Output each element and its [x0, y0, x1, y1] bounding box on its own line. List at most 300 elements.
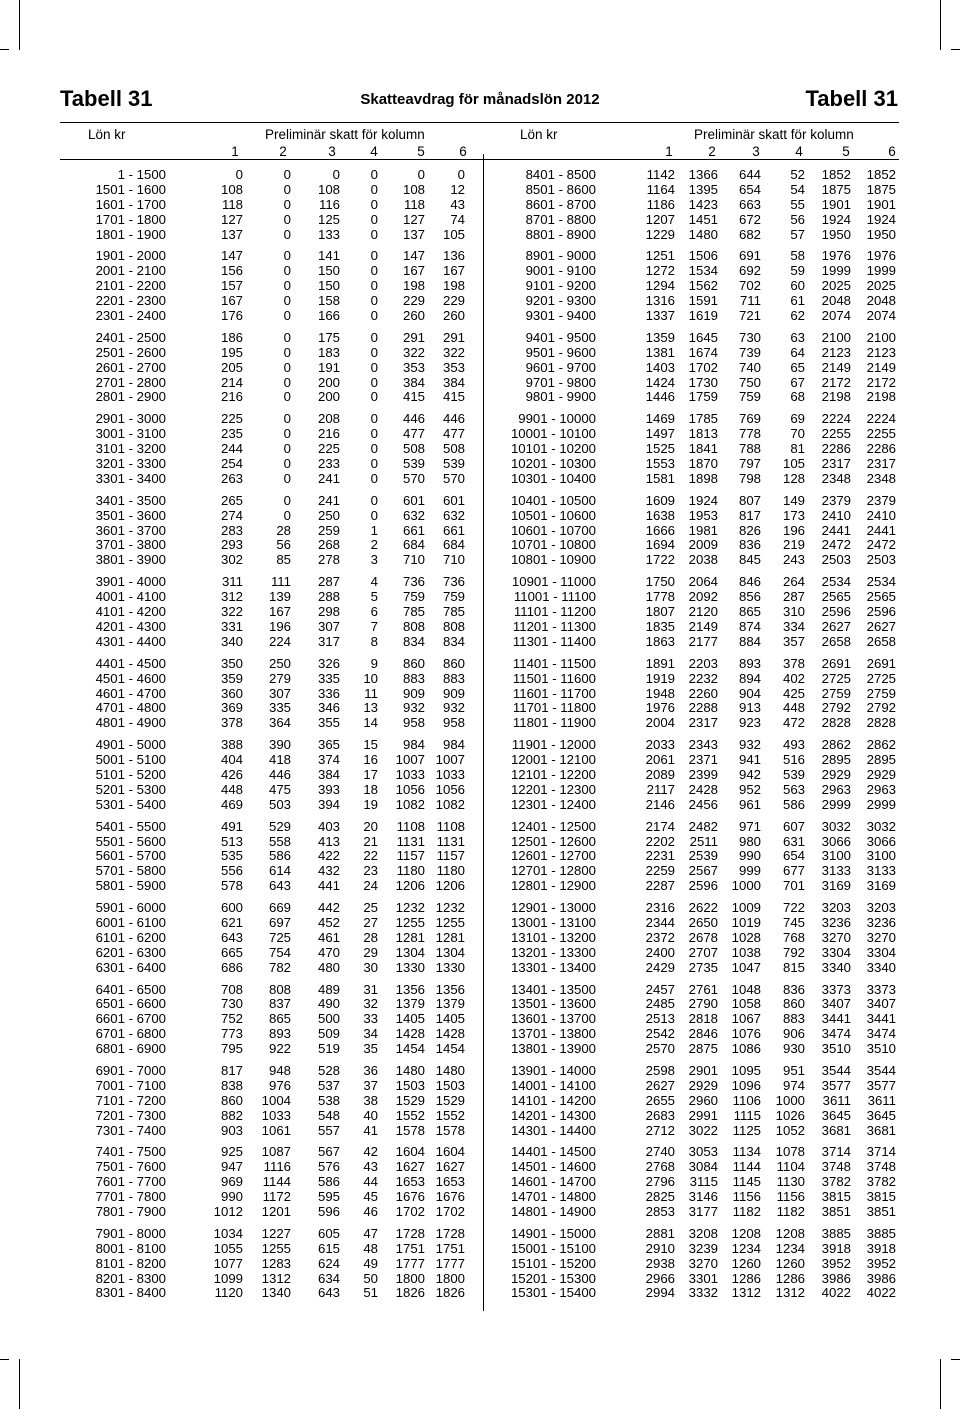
tax-value-col-3: 865	[738, 604, 761, 620]
tax-value-col-1: 2994	[645, 1285, 675, 1301]
tax-value-col-4: 13	[363, 700, 378, 716]
tax-value-col-5: 260	[402, 308, 425, 324]
tax-value-col-3: 990	[738, 848, 761, 864]
table-row	[60, 672, 481, 687]
salary-range: 10301 - 10400	[510, 470, 596, 486]
salary-range: 6801 - 6900	[95, 1041, 166, 1057]
tax-value-col-4: 51	[363, 1285, 378, 1301]
tax-value-col-3: 1067	[731, 1011, 761, 1027]
row-group	[478, 168, 899, 242]
table-row	[60, 931, 481, 946]
tax-value-col-1: 643	[220, 929, 243, 945]
tax-value-col-5: 477	[402, 426, 425, 442]
tax-value-col-3: 0	[332, 167, 340, 182]
tax-value-col-3: 1095	[731, 1062, 761, 1078]
tax-value-col-5: 2565	[821, 589, 851, 605]
tax-value-col-1: 2316	[645, 900, 675, 916]
tax-value-col-1: 1381	[645, 344, 675, 360]
table-row	[478, 213, 899, 228]
tax-value-col-3: 461	[317, 929, 340, 945]
table-row	[60, 309, 481, 324]
row-group	[60, 901, 481, 975]
salary-range: 7401 - 7500	[95, 1144, 166, 1160]
tax-value-col-1: 2881	[645, 1225, 675, 1241]
table-header	[478, 123, 899, 159]
tax-value-col-5: 3714	[821, 1144, 851, 1160]
tax-value-col-1: 730	[220, 996, 243, 1012]
tax-value-col-2: 1061	[261, 1122, 291, 1138]
tax-value-col-3: 432	[317, 863, 340, 879]
tax-value-col-3: 241	[317, 470, 340, 486]
salary-range: 4101 - 4200	[95, 604, 166, 620]
tax-value-col-4: 48	[363, 1240, 378, 1256]
salary-range: 14501 - 14600	[510, 1159, 596, 1175]
tax-value-col-2: 3270	[688, 1255, 718, 1271]
tax-value-col-3: 672	[738, 211, 761, 227]
tax-value-col-5: 785	[402, 604, 425, 620]
tax-value-col-5: 1281	[395, 929, 425, 945]
tax-value-col-4: 173	[782, 507, 805, 523]
tax-value-col-3: 326	[317, 655, 340, 671]
tax-value-col-2: 1172	[262, 1189, 291, 1205]
tax-value-col-6: 3236	[866, 914, 896, 930]
salary-range: 11401 - 11500	[512, 655, 596, 671]
tax-value-col-4: 23	[363, 863, 378, 879]
tax-value-col-3: 721	[738, 308, 761, 324]
tax-value-col-1: 2061	[645, 752, 675, 768]
tax-value-col-3: 394	[317, 796, 340, 812]
tax-value-col-2: 1619	[688, 308, 718, 324]
tax-value-col-3: 739	[738, 344, 761, 360]
tax-value-col-5: 1180	[396, 863, 425, 879]
tax-value-col-4: 81	[790, 441, 805, 457]
tax-value-col-6: 260	[442, 308, 465, 324]
salary-range: 2301 - 2400	[95, 308, 166, 324]
tax-value-col-1: 1077	[213, 1255, 243, 1271]
tax-value-col-4: 2	[370, 537, 378, 553]
tax-value-col-5: 0	[417, 167, 425, 182]
tax-value-col-2: 2818	[688, 1011, 718, 1027]
tax-value-col-2: 167	[268, 604, 291, 620]
tax-value-col-4: 0	[370, 344, 378, 360]
tax-value-col-2: 3332	[688, 1285, 718, 1301]
tax-value-col-1: 1694	[645, 537, 675, 553]
tax-value-col-4: 243	[782, 552, 805, 568]
salary-range: 3301 - 3400	[95, 470, 166, 486]
table-row	[60, 1042, 481, 1057]
tax-value-col-5: 3986	[821, 1270, 851, 1286]
tax-value-col-3: 287	[317, 574, 340, 590]
tax-value-col-2: 0	[283, 226, 291, 242]
table-row	[60, 331, 481, 346]
salary-range: 4601 - 4700	[95, 685, 166, 701]
tax-value-col-2: 1480	[688, 226, 718, 242]
salary-range: 13501 - 13600	[510, 996, 596, 1012]
tax-value-col-1: 186	[220, 329, 243, 345]
tax-value-col-1: 925	[220, 1144, 243, 1160]
tax-value-col-3: 548	[317, 1107, 340, 1123]
tax-value-col-6: 2862	[866, 737, 896, 753]
tax-value-col-3: 470	[317, 944, 340, 960]
tax-value-col-4: 1156	[776, 1189, 805, 1205]
tax-value-col-5: 198	[402, 278, 425, 294]
tax-value-col-1: 1446	[645, 389, 675, 405]
tax-value-col-6: 1405	[435, 1011, 465, 1027]
tax-value-col-3: 1125	[732, 1122, 761, 1138]
tax-value-col-2: 0	[283, 344, 291, 360]
tax-value-col-5: 1552	[395, 1107, 425, 1123]
tax-value-col-3: 1106	[732, 1092, 761, 1108]
table-row	[478, 575, 899, 590]
tax-value-col-4: 930	[782, 1041, 805, 1057]
table-row	[478, 1286, 899, 1301]
tax-value-col-4: 38	[363, 1092, 378, 1108]
tax-value-col-2: 3208	[688, 1225, 718, 1241]
tax-value-col-6: 1157	[436, 848, 465, 864]
tax-value-col-5: 2596	[821, 604, 851, 620]
tax-value-col-4: 49	[363, 1255, 378, 1271]
tax-value-col-3: 166	[317, 308, 340, 324]
salary-range: 7101 - 7200	[95, 1092, 166, 1108]
tax-value-col-6: 2596	[866, 604, 896, 620]
row-group	[478, 1064, 899, 1138]
table-row	[478, 820, 899, 835]
tax-value-col-1: 1581	[645, 470, 675, 486]
tax-value-col-2: 1255	[261, 1240, 291, 1256]
tax-value-col-4: 56	[790, 211, 805, 227]
tax-value-col-2: 1506	[688, 248, 718, 264]
table-row	[478, 1175, 899, 1190]
tax-value-col-3: 150	[317, 263, 340, 279]
table-row	[478, 509, 899, 524]
tax-value-col-1: 127	[220, 211, 243, 227]
tax-value-col-5: 1007	[395, 752, 425, 768]
salary-range: 15201 - 15300	[510, 1270, 596, 1286]
crop-mark	[951, 1359, 960, 1360]
tax-value-col-4: 45	[363, 1189, 378, 1205]
tax-value-col-5: 1653	[395, 1174, 425, 1190]
header-col-4: 4	[370, 144, 378, 159]
tax-value-col-4: 31	[363, 981, 378, 997]
tax-value-col-4: 607	[782, 818, 805, 834]
header-prelim: Preliminär skatt för kolumn	[265, 127, 425, 142]
table-row	[478, 412, 899, 427]
salary-range: 9101 - 9200	[525, 278, 596, 294]
salary-range: 12401 - 12500	[510, 818, 596, 834]
table-row	[478, 657, 899, 672]
tax-value-col-4: 1104	[776, 1159, 805, 1175]
tax-value-col-5: 2379	[821, 492, 851, 508]
table-row	[478, 1190, 899, 1205]
tax-value-col-6: 1304	[435, 944, 465, 960]
tax-value-col-1: 388	[220, 737, 243, 753]
tax-value-col-5: 958	[402, 715, 425, 731]
salary-range: 9401 - 9500	[525, 329, 596, 345]
tax-value-col-4: 30	[363, 959, 378, 975]
tax-value-col-5: 167	[402, 263, 425, 279]
tax-value-col-4: 59	[790, 263, 805, 279]
tax-table-left	[60, 122, 481, 1301]
salary-range: 9601 - 9700	[525, 359, 596, 375]
tax-value-col-6: 2792	[866, 700, 896, 716]
tax-value-col-6: 1728	[435, 1225, 465, 1241]
tax-value-col-2: 3022	[688, 1122, 718, 1138]
tax-value-col-3: 691	[738, 248, 761, 264]
tax-value-col-6: 1281	[435, 929, 465, 945]
table-row	[60, 1094, 481, 1109]
tax-value-col-2: 0	[283, 167, 291, 182]
salary-range: 1801 - 1900	[95, 226, 166, 242]
tax-value-col-5: 684	[402, 537, 425, 553]
tax-value-col-3: 643	[317, 1285, 340, 1301]
tax-value-col-6: 1180	[436, 863, 465, 879]
tax-value-col-6: 3645	[866, 1107, 896, 1123]
tax-value-col-3: 711	[739, 293, 761, 309]
salary-range: 1701 - 1800	[95, 211, 166, 227]
tax-value-col-3: 1048	[731, 981, 761, 997]
tax-value-col-6: 808	[442, 618, 465, 634]
tax-value-col-6: 74	[450, 211, 465, 227]
salary-range: 6901 - 7000	[95, 1062, 166, 1078]
tax-value-col-5: 1056	[395, 781, 425, 797]
tax-value-col-3: 141	[317, 248, 340, 264]
table-row	[60, 494, 481, 509]
table-row	[60, 509, 481, 524]
tax-value-col-4: 57	[790, 226, 805, 242]
tax-value-col-6: 1653	[435, 1174, 465, 1190]
tax-value-col-6: 291	[442, 329, 465, 345]
row-group	[60, 1227, 481, 1301]
tax-value-col-1: 2033	[645, 737, 675, 753]
tax-value-col-2: 1340	[261, 1285, 291, 1301]
salary-range: 7601 - 7700	[95, 1174, 166, 1190]
tax-value-col-2: 2482	[688, 818, 718, 834]
tax-value-col-1: 600	[220, 900, 243, 916]
tax-value-col-3: 374	[317, 752, 340, 768]
table-row	[60, 427, 481, 442]
table-row	[60, 916, 481, 931]
tax-value-col-3: 913	[738, 700, 761, 716]
tax-value-col-2: 390	[268, 737, 291, 753]
tax-value-col-6: 2410	[866, 507, 896, 523]
tax-value-col-1: 2655	[645, 1092, 675, 1108]
tax-value-col-5: 3577	[821, 1077, 851, 1093]
tax-value-col-5: 2317	[821, 456, 851, 472]
salary-range: 14901 - 15000	[510, 1225, 596, 1241]
tax-value-col-3: 596	[317, 1204, 340, 1219]
tax-value-col-5: 508	[402, 441, 425, 457]
tax-value-col-5: 1702	[395, 1204, 425, 1219]
tax-value-col-1: 1272	[645, 263, 675, 279]
row-group	[478, 575, 899, 649]
tax-value-col-1: 665	[220, 944, 243, 960]
tax-value-col-3: 355	[317, 715, 340, 731]
tax-value-col-3: 1019	[731, 914, 761, 930]
tax-value-col-5: 1676	[395, 1189, 425, 1205]
tax-value-col-3: 797	[738, 456, 761, 472]
tax-value-col-3: 952	[738, 781, 761, 797]
salary-range: 6001 - 6100	[95, 914, 166, 930]
tax-value-col-3: 874	[738, 618, 761, 634]
salary-range: 2701 - 2800	[95, 374, 166, 390]
tax-value-col-6: 1976	[866, 248, 896, 264]
tax-value-col-5: 984	[402, 737, 425, 753]
row-group	[60, 168, 481, 242]
salary-range: 2801 - 2900	[95, 389, 166, 405]
table-row	[60, 635, 481, 650]
tax-value-col-6: 1826	[435, 1285, 465, 1301]
tax-value-col-3: 845	[738, 552, 761, 568]
salary-range: 13901 - 14000	[510, 1062, 596, 1078]
tax-value-col-3: 567	[317, 1144, 340, 1160]
salary-range: 4001 - 4100	[95, 589, 166, 605]
salary-range: 10501 - 10600	[510, 507, 596, 523]
salary-range: 4301 - 4400	[95, 633, 166, 649]
tax-value-col-6: 834	[442, 633, 465, 649]
tax-value-col-6: 601	[442, 492, 465, 508]
tax-value-col-6: 1232	[435, 900, 465, 916]
tax-value-col-5: 1826	[395, 1285, 425, 1301]
tax-value-col-1: 2485	[645, 996, 675, 1012]
salary-range: 11901 - 12000	[511, 737, 596, 753]
tax-value-col-5: 2286	[821, 441, 851, 457]
tax-value-col-1: 378	[220, 715, 243, 731]
table-row	[478, 1257, 899, 1272]
tax-value-col-4: 58	[790, 248, 805, 264]
tax-value-col-4: 974	[782, 1077, 805, 1093]
salary-range: 8701 - 8800	[525, 211, 596, 227]
tax-value-col-2: 1004	[261, 1092, 291, 1108]
table-row	[478, 835, 899, 850]
tax-value-col-3: 1156	[732, 1189, 761, 1205]
tax-value-col-2: 558	[268, 833, 291, 849]
tax-value-col-6: 2963	[866, 781, 896, 797]
table-row	[478, 672, 899, 687]
tax-value-col-1: 2231	[645, 848, 675, 864]
tax-value-col-5: 1356	[395, 981, 425, 997]
tax-value-col-5: 1157	[396, 848, 425, 864]
tax-value-col-6: 3714	[866, 1144, 896, 1160]
tax-value-col-4: 68	[790, 389, 805, 405]
tax-value-col-2: 1451	[688, 211, 718, 227]
tax-value-col-4: 1078	[775, 1144, 805, 1160]
tax-value-col-3: 490	[317, 996, 340, 1012]
tax-value-col-5: 2100	[821, 329, 851, 345]
tax-value-col-2: 503	[268, 796, 291, 812]
table-row	[60, 1109, 481, 1124]
tax-value-col-5: 2048	[821, 293, 851, 309]
tax-value-col-4: 768	[782, 929, 805, 945]
tax-value-col-1: 1186	[646, 196, 675, 212]
salary-range: 9201 - 9300	[525, 293, 596, 309]
tax-value-col-1: 2287	[645, 878, 675, 894]
table-row	[60, 168, 481, 183]
tax-value-col-5: 3645	[821, 1107, 851, 1123]
tax-value-col-6: 2565	[866, 589, 896, 605]
tax-value-col-1: 1055	[213, 1240, 243, 1256]
tax-value-col-2: 614	[268, 863, 291, 879]
salary-range: 10201 - 10300	[510, 456, 596, 472]
tax-value-col-4: 951	[782, 1062, 805, 1078]
table-row	[60, 1064, 481, 1079]
tax-value-col-5: 2691	[821, 655, 851, 671]
tax-value-col-4: 35	[363, 1041, 378, 1057]
tax-value-col-5: 3544	[821, 1062, 851, 1078]
tax-value-col-5: 3304	[821, 944, 851, 960]
salary-range: 12301 - 12400	[510, 796, 596, 812]
tax-value-col-2: 922	[268, 1041, 291, 1057]
tax-value-col-5: 1875	[821, 181, 851, 197]
tax-value-col-2: 3084	[688, 1159, 718, 1175]
tax-value-col-6: 3133	[866, 863, 896, 879]
tax-value-col-1: 1638	[645, 507, 675, 523]
tax-value-col-3: 1058	[731, 996, 761, 1012]
table-row	[478, 687, 899, 702]
tax-value-col-2: 0	[283, 411, 291, 427]
salary-range: 10801 - 10900	[510, 552, 596, 568]
tax-value-col-1: 1294	[645, 278, 675, 294]
tax-value-col-3: 537	[317, 1077, 340, 1093]
tax-value-col-6: 2379	[866, 492, 896, 508]
tax-value-col-4: 5	[370, 589, 378, 605]
tax-table-right	[478, 122, 899, 1301]
tax-value-col-2: 1087	[261, 1144, 291, 1160]
tax-value-col-6: 3986	[866, 1270, 896, 1286]
header-lon: Lön kr	[520, 127, 558, 142]
tax-value-col-3: 183	[317, 344, 340, 360]
tax-value-col-3: 798	[738, 470, 761, 486]
table-row	[60, 1145, 481, 1160]
tax-value-col-6: 3952	[866, 1255, 896, 1271]
tax-value-col-5: 1379	[395, 996, 425, 1012]
tax-value-col-2: 0	[283, 507, 291, 523]
tax-value-col-4: 19	[363, 796, 378, 812]
table-row	[60, 738, 481, 753]
tax-value-col-2: 643	[268, 878, 291, 894]
tax-value-col-1: 157	[220, 278, 243, 294]
table-row	[60, 901, 481, 916]
row-group	[478, 983, 899, 1057]
tax-value-col-3: 158	[317, 293, 340, 309]
tax-value-col-3: 999	[738, 863, 761, 879]
salary-range: 7701 - 7800	[95, 1189, 166, 1205]
tax-value-col-6: 710	[442, 552, 465, 568]
tax-value-col-2: 1730	[688, 374, 718, 390]
table-row	[478, 716, 899, 731]
tax-value-col-6: 2286	[866, 441, 896, 457]
tax-value-col-2: 1898	[688, 470, 718, 486]
tax-value-col-4: 792	[782, 944, 805, 960]
tax-value-col-5: 2255	[821, 426, 851, 442]
salary-range: 10401 - 10500	[510, 492, 596, 508]
tax-value-col-6: 1751	[435, 1240, 465, 1256]
tax-value-col-4: 105	[782, 456, 805, 472]
tax-value-col-3: 298	[317, 604, 340, 620]
tax-value-col-5: 1108	[396, 818, 425, 834]
tax-value-col-2: 2456	[688, 796, 718, 812]
tax-value-col-2: 3115	[689, 1174, 718, 1190]
tax-value-col-3: 894	[738, 670, 761, 686]
tax-value-col-2: 3177	[688, 1204, 718, 1219]
tax-value-col-1: 404	[220, 752, 243, 768]
salary-range: 15001 - 15100	[510, 1240, 596, 1256]
tax-value-col-4: 25	[363, 900, 378, 916]
tax-value-col-3: 365	[317, 737, 340, 753]
tax-value-col-2: 0	[283, 389, 291, 405]
tax-value-col-5: 1924	[821, 211, 851, 227]
table-header-rule	[478, 159, 899, 160]
tax-value-col-5: 1206	[395, 878, 425, 894]
